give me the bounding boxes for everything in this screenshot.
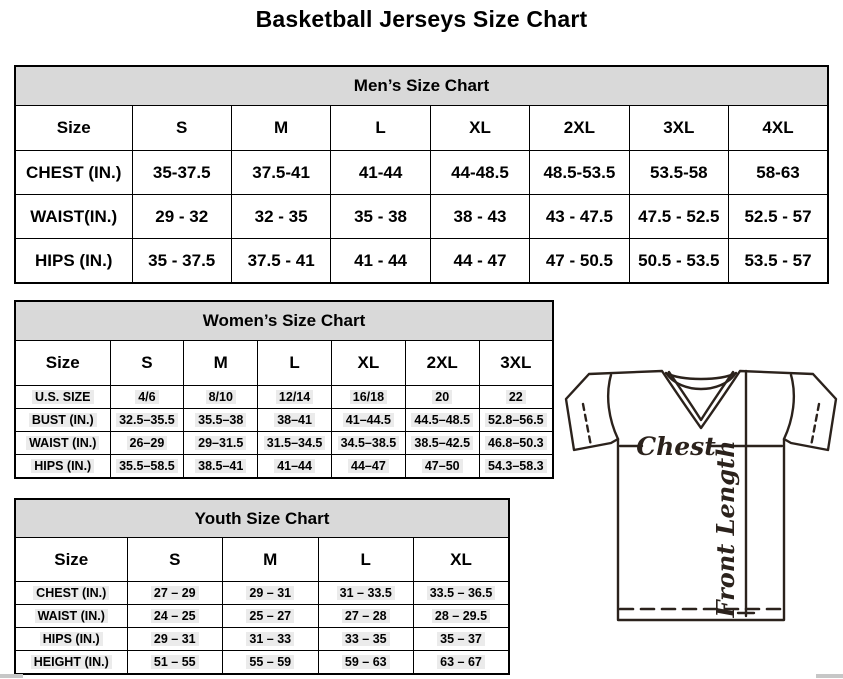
cell-text: 26–29 bbox=[127, 436, 168, 450]
youth-chart-title: Youth Size Chart bbox=[15, 499, 509, 538]
cell-text: 54.3–58.3 bbox=[485, 459, 547, 473]
size-value-cell bbox=[258, 432, 332, 455]
cell-text: 52.8–56.5 bbox=[485, 413, 547, 427]
size-value-cell: 48.5-53.5 bbox=[530, 151, 629, 195]
size-value-cell bbox=[110, 409, 184, 432]
size-value-cell: 47.5 - 52.5 bbox=[629, 195, 728, 239]
size-value-cell bbox=[405, 432, 479, 455]
size-value-cell bbox=[184, 432, 258, 455]
size-value-cell: 29 - 32 bbox=[132, 195, 231, 239]
column-header: XL bbox=[331, 341, 405, 386]
row-label: HIPS (IN.) bbox=[15, 239, 132, 284]
size-value-cell bbox=[184, 409, 258, 432]
size-value-cell: 37.5-41 bbox=[231, 151, 330, 195]
size-value-cell bbox=[223, 582, 319, 605]
size-value-cell bbox=[405, 455, 479, 479]
front-length-label: Front Length bbox=[711, 440, 740, 618]
size-value-cell bbox=[110, 432, 184, 455]
cell-text: 24 – 25 bbox=[151, 609, 199, 623]
size-value-cell: 50.5 - 53.5 bbox=[629, 239, 728, 284]
cell-text: 12/14 bbox=[276, 390, 313, 404]
cell-text: 63 – 67 bbox=[437, 655, 485, 669]
size-value-cell: 41-44 bbox=[331, 151, 430, 195]
size-value-cell: 53.5-58 bbox=[629, 151, 728, 195]
size-value-cell bbox=[405, 386, 479, 409]
size-value-cell bbox=[318, 582, 414, 605]
cell-text: 55 – 59 bbox=[246, 655, 294, 669]
size-value-cell bbox=[479, 455, 553, 479]
row-label: CHEST (IN.) bbox=[15, 151, 132, 195]
cell-text: 38.5–42.5 bbox=[411, 436, 473, 450]
cell-text: 16/18 bbox=[350, 390, 387, 404]
column-header: Size bbox=[15, 538, 127, 582]
column-header: 3XL bbox=[629, 106, 728, 151]
youth-size-chart-table bbox=[14, 498, 510, 675]
size-value-cell: 47 - 50.5 bbox=[530, 239, 629, 284]
size-value-cell bbox=[127, 605, 223, 628]
size-value-cell bbox=[223, 628, 319, 651]
size-value-cell bbox=[223, 651, 319, 675]
size-value-cell: 35 - 38 bbox=[331, 195, 430, 239]
cell-text: 22 bbox=[506, 390, 526, 404]
table-row bbox=[15, 409, 553, 432]
scrollbar-thumb-left[interactable] bbox=[0, 674, 23, 678]
row-label bbox=[15, 628, 127, 651]
size-value-cell bbox=[331, 455, 405, 479]
collar-back-arc bbox=[666, 373, 736, 379]
size-value-cell bbox=[318, 605, 414, 628]
page-title: Basketball Jerseys Size Chart bbox=[255, 6, 588, 32]
cell-text: 28 – 29.5 bbox=[432, 609, 490, 623]
cell-text: 46.8–50.3 bbox=[485, 436, 547, 450]
size-value-cell bbox=[479, 386, 553, 409]
cell-text: 32.5–35.5 bbox=[116, 413, 178, 427]
row-label bbox=[15, 386, 110, 409]
jersey-measurement-diagram bbox=[563, 366, 839, 624]
size-value-cell: 43 - 47.5 bbox=[530, 195, 629, 239]
column-header-row bbox=[15, 538, 509, 582]
cell-text: 31.5–34.5 bbox=[264, 436, 326, 450]
cell-text: 41–44.5 bbox=[343, 413, 394, 427]
row-label-text: HEIGHT (IN.) bbox=[31, 655, 112, 669]
table-row bbox=[15, 432, 553, 455]
column-header: XL bbox=[414, 538, 510, 582]
size-value-cell: 35 - 37.5 bbox=[132, 239, 231, 284]
column-header: 2XL bbox=[530, 106, 629, 151]
row-label-text: HIPS (IN.) bbox=[31, 459, 94, 473]
row-label bbox=[15, 651, 127, 675]
row-label: WAIST(IN.) bbox=[15, 195, 132, 239]
column-header: L bbox=[318, 538, 414, 582]
cell-text: 38.5–41 bbox=[195, 459, 246, 473]
size-value-cell bbox=[318, 628, 414, 651]
column-header: M bbox=[223, 538, 319, 582]
size-value-cell: 37.5 - 41 bbox=[231, 239, 330, 284]
column-header: 4XL bbox=[729, 106, 828, 151]
table-row bbox=[15, 605, 509, 628]
cell-text: 51 – 55 bbox=[151, 655, 199, 669]
row-label bbox=[15, 409, 110, 432]
chest-label: Chest bbox=[636, 432, 716, 461]
size-value-cell: 44 - 47 bbox=[430, 239, 529, 284]
column-header: M bbox=[231, 106, 330, 151]
column-header: 3XL bbox=[479, 341, 553, 386]
size-value-cell bbox=[405, 409, 479, 432]
cell-text: 29 – 31 bbox=[246, 586, 294, 600]
size-value-cell bbox=[184, 386, 258, 409]
size-value-cell bbox=[479, 409, 553, 432]
cell-text: 44.5–48.5 bbox=[411, 413, 473, 427]
column-header: L bbox=[258, 341, 332, 386]
row-label-text: BUST (IN.) bbox=[29, 413, 97, 427]
size-value-cell bbox=[127, 582, 223, 605]
column-header: S bbox=[132, 106, 231, 151]
cell-text: 29–31.5 bbox=[195, 436, 246, 450]
section-header-row bbox=[15, 301, 553, 341]
cell-text: 25 – 27 bbox=[246, 609, 294, 623]
size-value-cell bbox=[127, 651, 223, 675]
cell-text: 33 – 35 bbox=[342, 632, 390, 646]
womens-chart-title: Women’s Size Chart bbox=[15, 301, 553, 341]
size-value-cell bbox=[331, 386, 405, 409]
cell-text: 35.5–58.5 bbox=[116, 459, 178, 473]
section-header-row bbox=[15, 499, 509, 538]
size-value-cell bbox=[414, 582, 510, 605]
size-value-cell bbox=[331, 432, 405, 455]
row-label-text: WAIST (IN.) bbox=[35, 609, 108, 623]
size-value-cell bbox=[110, 455, 184, 479]
cell-text: 31 – 33.5 bbox=[337, 586, 395, 600]
size-value-cell bbox=[414, 651, 510, 675]
row-label bbox=[15, 605, 127, 628]
size-value-cell: 53.5 - 57 bbox=[729, 239, 828, 284]
scrollbar-thumb-right[interactable] bbox=[816, 674, 843, 678]
size-value-cell bbox=[258, 409, 332, 432]
jersey-outline bbox=[566, 371, 836, 620]
section-header-row bbox=[15, 66, 828, 106]
table-row bbox=[15, 651, 509, 675]
table-row bbox=[15, 239, 828, 284]
cell-text: 35.5–38 bbox=[195, 413, 246, 427]
table-row bbox=[15, 455, 553, 479]
size-value-cell bbox=[127, 628, 223, 651]
column-header: 2XL bbox=[405, 341, 479, 386]
cell-text: 34.5–38.5 bbox=[338, 436, 400, 450]
cell-text: 27 – 28 bbox=[342, 609, 390, 623]
table-row bbox=[15, 582, 509, 605]
column-header: Size bbox=[15, 106, 132, 151]
size-value-cell: 32 - 35 bbox=[231, 195, 330, 239]
column-header: L bbox=[331, 106, 430, 151]
table-row bbox=[15, 195, 828, 239]
mens-size-chart-table bbox=[14, 65, 829, 284]
row-label bbox=[15, 455, 110, 479]
table-row bbox=[15, 386, 553, 409]
size-value-cell bbox=[414, 605, 510, 628]
column-header: S bbox=[127, 538, 223, 582]
cell-text: 41–44 bbox=[274, 459, 315, 473]
row-label-text: HIPS (IN.) bbox=[40, 632, 103, 646]
cell-text: 47–50 bbox=[422, 459, 463, 473]
size-value-cell bbox=[223, 605, 319, 628]
mens-chart-title: Men’s Size Chart bbox=[15, 66, 828, 106]
size-value-cell: 38 - 43 bbox=[430, 195, 529, 239]
cell-text: 38–41 bbox=[274, 413, 315, 427]
row-label-text: CHEST (IN.) bbox=[33, 586, 109, 600]
cell-text: 20 bbox=[432, 390, 452, 404]
cell-text: 8/10 bbox=[206, 390, 236, 404]
size-value-cell bbox=[110, 386, 184, 409]
cell-text: 4/6 bbox=[135, 390, 158, 404]
size-value-cell: 44-48.5 bbox=[430, 151, 529, 195]
cell-text: 44–47 bbox=[348, 459, 389, 473]
row-label bbox=[15, 432, 110, 455]
size-value-cell: 58-63 bbox=[729, 151, 828, 195]
column-header: S bbox=[110, 341, 184, 386]
row-label-text: WAIST (IN.) bbox=[26, 436, 99, 450]
size-value-cell: 52.5 - 57 bbox=[729, 195, 828, 239]
column-header: Size bbox=[15, 341, 110, 386]
cell-text: 33.5 – 36.5 bbox=[427, 586, 496, 600]
cell-text: 29 – 31 bbox=[151, 632, 199, 646]
row-label-text: U.S. SIZE bbox=[32, 390, 94, 404]
size-value-cell bbox=[184, 455, 258, 479]
column-header-row bbox=[15, 106, 828, 151]
cell-text: 35 – 37 bbox=[437, 632, 485, 646]
womens-size-chart-table bbox=[14, 300, 554, 479]
size-value-cell bbox=[479, 432, 553, 455]
column-header-row bbox=[15, 341, 553, 386]
row-label bbox=[15, 582, 127, 605]
size-value-cell bbox=[258, 455, 332, 479]
size-value-cell: 35-37.5 bbox=[132, 151, 231, 195]
cell-text: 31 – 33 bbox=[246, 632, 294, 646]
column-header: M bbox=[184, 341, 258, 386]
table-row bbox=[15, 628, 509, 651]
size-value-cell bbox=[331, 409, 405, 432]
size-value-cell bbox=[414, 628, 510, 651]
cell-text: 59 – 63 bbox=[342, 655, 390, 669]
column-header: XL bbox=[430, 106, 529, 151]
size-value-cell: 41 - 44 bbox=[331, 239, 430, 284]
cell-text: 27 – 29 bbox=[151, 586, 199, 600]
size-value-cell bbox=[318, 651, 414, 675]
size-value-cell bbox=[258, 386, 332, 409]
table-row bbox=[15, 151, 828, 195]
